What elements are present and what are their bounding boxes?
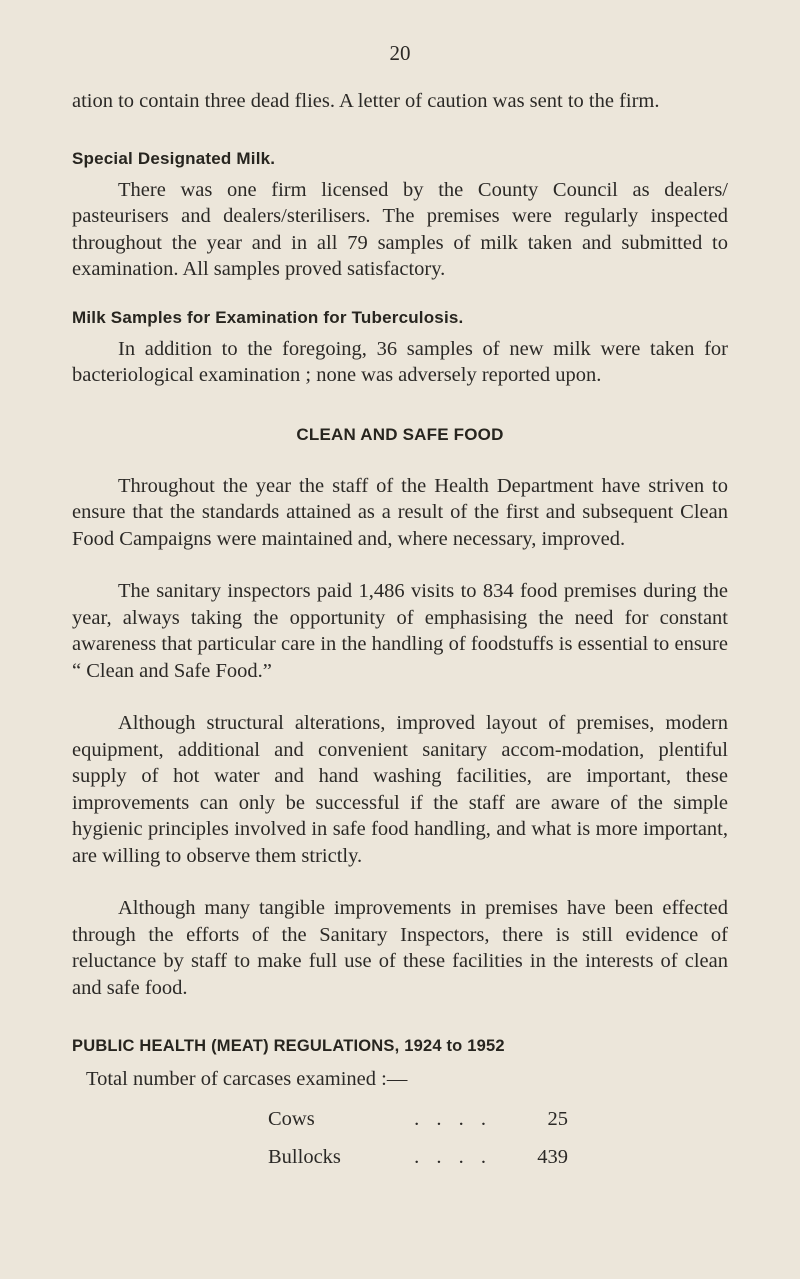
heading-special-designated-milk: Special Designated Milk.: [72, 148, 276, 168]
page-content: [72, 88, 728, 1093]
table-row: [268, 1138, 568, 1176]
row-value: 439: [537, 1145, 568, 1168]
heading-clean-and-safe-food: CLEAN AND SAFE FOOD: [296, 424, 504, 444]
page-number: 20: [389, 41, 411, 65]
clean-food-paragraph: Although many tangible improvements in premises have been effected through the efforts of the Sanitary Inspectors, there is still evidence of reluctance by staff to make full use of these facilities in the interests of clean and safe food.: [72, 897, 728, 999]
table-row: [268, 1100, 568, 1138]
clean-food-paragraph: Throughout the year the staff of the Health Department have striven to ensure that the standards attained as a result of the first and subsequent Clean Food Campaigns were maintained and, where necessary, improved.: [72, 474, 728, 550]
heading-meat-regulations: PUBLIC HEALTH (MEAT) REGULATIONS, 1924 to 1952: [72, 1037, 505, 1055]
row-leader-dots: . . . .: [414, 1145, 492, 1168]
row-label: Bullocks: [268, 1145, 341, 1168]
row-value: 25: [547, 1107, 568, 1130]
carcases-table: [268, 1100, 568, 1176]
row-leader-dots: . . . .: [414, 1107, 492, 1130]
heading-milk-tuberculosis: Milk Samples for Examination for Tuberculosis.: [72, 307, 464, 327]
row-label: Cows: [268, 1107, 315, 1130]
clean-food-paragraph: Although structural alterations, improved layout of premises, modern equipment, additional and convenient sanitary accom-modation, plentiful supply of hot water and hand washing facilities, are important, these improvements can only be successful if the staff are aware of the simple hygienic principles involved in safe food handling, and what is more important, are willing to observe them strictly.: [72, 712, 728, 867]
intro-paragraph: ation to contain three dead flies. A letter of caution was sent to the firm.: [72, 90, 660, 112]
carcases-intro: Total number of carcases examined :—: [86, 1068, 408, 1090]
special-milk-paragraph: There was one firm licensed by the County Council as dealers/ pasteurisers and dealers/sterilisers. The premises were regularly inspected throughout the year and in all 79 samples of milk taken and submitted to examination. All samples proved satisfactory.: [72, 178, 728, 280]
milk-tuberculosis-paragraph: In addition to the foregoing, 36 samples of new milk were taken for bacteriological examination ; none was adversely reported upon.: [72, 337, 728, 386]
clean-food-paragraph: The sanitary inspectors paid 1,486 visits to 834 food premises during the year, always taking the opportunity of emphasising the need for constant awareness that particular care in the handling of foodstuffs is essential to ensure “ Clean and Safe Food.”: [72, 580, 728, 682]
